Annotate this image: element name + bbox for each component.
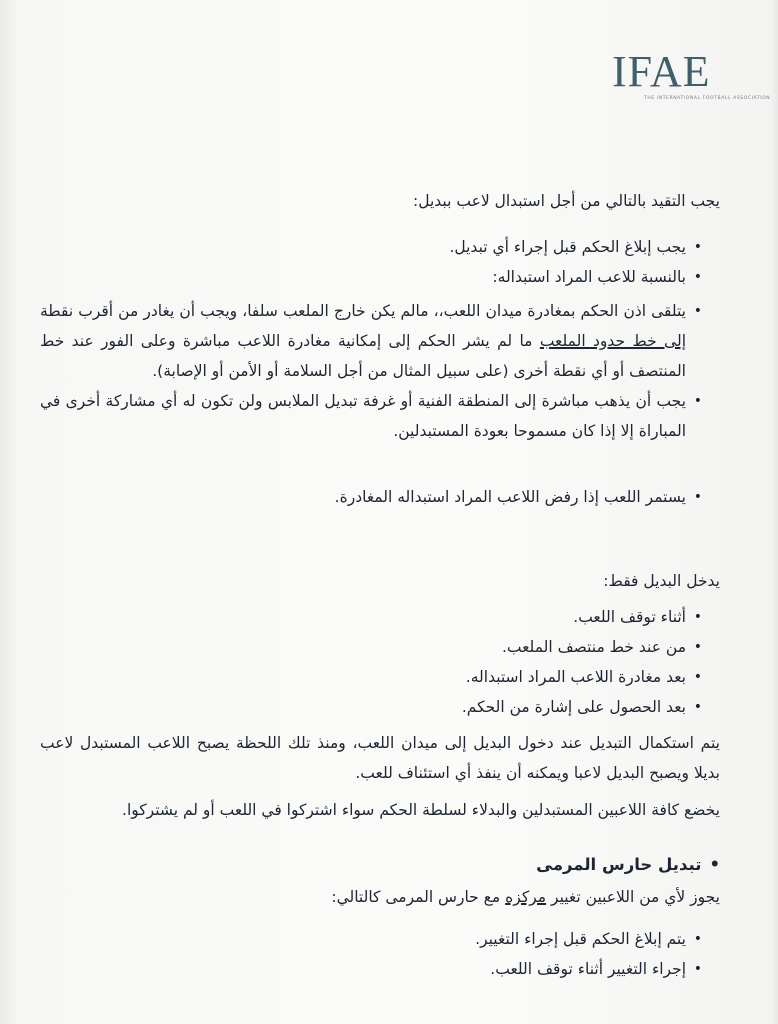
substitute-intro: يدخل البديل فقط: <box>603 572 720 590</box>
continue-list <box>40 482 720 512</box>
authority-paragraph: يخضع كافة اللاعبين المستبدلين والبدلاء لسلطة الحكم سواء اشتركوا في اللعب أو لم يشتركوا. <box>122 801 720 819</box>
goalkeeper-heading: تبديل حارس المرمى <box>536 855 702 874</box>
goalkeeper-heading-section <box>40 850 720 880</box>
intro-paragraph: يجب التقيد بالتالي من أجل استبدال لاعب ببديل: <box>413 192 720 210</box>
list-item: • يستمر اللعب إذا رفض اللاعب المراد استبداله المغادرة. <box>40 482 702 512</box>
list-item: • أثناء توقف اللعب. <box>40 602 702 632</box>
goalkeeper-intro-section <box>40 882 720 912</box>
authority-section <box>40 795 720 825</box>
heading-bullet: • <box>709 855 720 874</box>
intro-section <box>40 186 720 216</box>
underlined-text: إلى خط حدود الملعب <box>539 332 687 350</box>
ifae-logo <box>612 47 771 101</box>
intro-text: مع حارس المرمى كالتالي: <box>331 888 506 906</box>
player-rules-list <box>40 296 720 446</box>
substitute-intro-section <box>40 566 720 596</box>
completion-paragraph: يتم استكمال التبديل عند دخول البديل إلى ميدان اللعب، ومنذ تلك اللحظة يصبح اللاعب المستبدل لاعب بديلا ويصبح البديل لاعبا ويمكنه أن ينفذ أي استئناف للعب. <box>40 734 720 782</box>
list-item: • يتم إبلاغ الحكم قبل إجراء التغيير. <box>40 924 702 954</box>
logo-wordmark: IFAE <box>612 47 711 96</box>
rule-text: يتلقى اذن الحكم بمغادرة ميدان اللعب،، مالم يكن خارج الملعب سلفا، ويجب أن يغادر من أقرب نقطة <box>40 302 686 320</box>
list-item: • يجب إبلاغ الحكم قبل إجراء أي تبديل. <box>40 232 702 262</box>
logo-subtitle: THE INTERNATIONAL FOOTBALL ASSOCIATION <box>644 96 771 101</box>
goalkeeper-list-section <box>40 924 720 984</box>
completion-section <box>40 728 720 788</box>
rule-text: ما لم يشر الحكم إلى إمكانية مغادرة اللاعب مباشرة وعلى الفور عند خط المنتصف أو أي نقطة أخرى (على سبيل المثال من أجل السلامة أو الأمن أو الإصابة). <box>40 332 686 380</box>
intro-list-section <box>40 232 720 292</box>
list-item: • من عند خط منتصف الملعب. <box>40 632 702 662</box>
list-item: • بعد مغادرة اللاعب المراد استبداله. <box>40 662 702 692</box>
list-item: • بعد الحصول على إشارة من الحكم. <box>40 692 702 722</box>
player-rules-section <box>40 296 720 446</box>
list-item: • إجراء التغيير أثناء توقف اللعب. <box>40 954 702 984</box>
goalkeeper-list <box>40 924 720 984</box>
substitute-list-section <box>40 602 720 722</box>
list-item: • بالنسبة للاعب المراد استبداله: <box>40 262 702 292</box>
goalkeeper-intro <box>40 882 720 912</box>
substitute-list <box>40 602 720 722</box>
section-heading <box>40 850 720 880</box>
intro-list <box>40 232 720 292</box>
list-item: • يجب أن يذهب مباشرة إلى المنطقة الفنية أو غرفة تبديل الملابس ولن تكون له أي مشاركة أخرى في المباراة إلا إذا كان مسموحا بعودة المستبدلين. <box>40 386 702 446</box>
continue-section <box>40 482 720 512</box>
page-edge-shadow <box>770 0 778 1024</box>
intro-text: يجوز لأي من اللاعبين تغيير <box>546 888 720 906</box>
list-item <box>40 296 702 386</box>
underlined-text: مركزه <box>505 888 547 906</box>
